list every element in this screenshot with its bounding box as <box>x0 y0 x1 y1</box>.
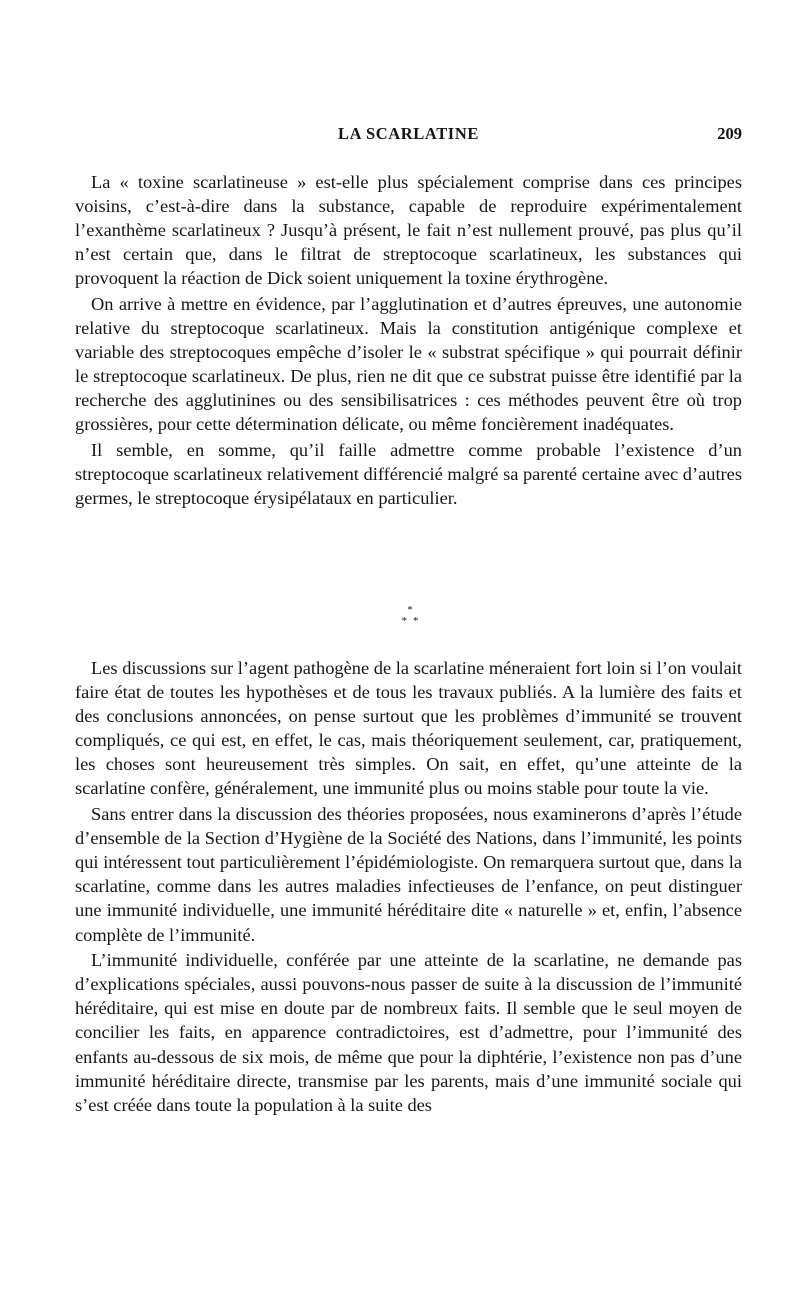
asterism-top-star: * <box>407 604 413 616</box>
page-number: 209 <box>717 124 742 143</box>
paragraph-immunite: L’immunité individuelle, conférée par une atteinte de la scarlatine, ne demande pas d’explications spéciales, aussi pouvons-nous passer de suite à la discussion de l’immunité héréditaire, qui est mise en doute par de nombreux faits. Il semble que le seul moyen de concilier les faits, en apparence contradictoires, est d’admettre, pour l’immunité des enfants au-dessous de six mois, de même que pour la diphtérie, l’existence non pas d’une immunité héréditaire directe, transmise par les parents, mais d’une immunité sociale qui s’est créée dans toute la population à la suite des <box>75 950 742 1115</box>
asterism-left-star: * <box>401 615 407 627</box>
paragraph-discussions: Les discussions sur l’agent pathogène de la scarlatine méneraient fort loin si l’on voulait faire état de toutes les hypothèses et de tous les travaux publiés. A la lumière des faits et des conclusions annoncées, on pense surtout que les problèmes d’immunité se trouvent compliqués, ce qui est, en effet, le cas, mais théoriquement seulement, car, pratiquement, les choses sont heureusement très simples. On sait, en effet, qu’une atteinte de la scarlatine confère, généralement, une immunité plus ou moins stable pour toute la vie. <box>75 658 742 799</box>
paragraph-theories: Sans entrer dans la discussion des théories proposées, nous examinerons d’après l’étude d’ensemble de la Section d’Hygiène de la Société des Nations, dans l’immunité, les points qui intéressent tout particulièrement l’épidémiologiste. On remarquera surtout que, dans la scarlatine, comme dans les autres maladies infectieuses de l’enfance, on peut distinguer une immunité individuelle, une immunité héréditaire dite « naturelle » et, enfin, l’absence complète de l’immunité. <box>75 804 742 945</box>
running-title: LA SCARLATINE <box>338 124 479 143</box>
asterism-bottom-stars <box>390 616 430 627</box>
text-section-2 <box>75 656 742 1118</box>
paragraph-agglutination: On arrive à mettre en évidence, par l’agglutination et d’autres épreuves, une autonomie relative du streptocoque scarlatineux. Mais la constitution antigénique complexe et variable des streptocoques empêche d’isoler le « substrat spécifique » qui pourrait définir le streptocoque scarlatineux. De plus, rien ne dit que ce substrat puisse être identifié par la recherche des agglutinines ou des sensibilisatrices : ces méthodes peuvent être où trop grossières, pour cette détermination délicate, ou même foncièrement inadéquates. <box>75 293 742 435</box>
running-head <box>75 124 742 146</box>
asterism-separator <box>390 605 430 635</box>
paragraph-toxine: La « toxine scarlatineuse » est-elle plus spécialement comprise dans ces principes voisins, c’est-à-dire dans la substance, capable de reproduire expérimentalement l’exanthème scarlatineux ? Jusqu’à présent, le fait n’est nullement prouvé, pas plus qu’il n’est certain que, dans le filtrat de streptocoque scarlatineux, les substances qui provoquent la réaction de Dick soient uniquement la toxine érythrogène. <box>75 172 742 289</box>
paragraph-conclusion: Il semble, en somme, qu’il faille admettre comme probable l’existence d’un streptocoque scarlatineux relativement différencié malgré sa parenté certaine avec d’autres germes, le streptocoque érysipélataux en particulier. <box>75 440 742 509</box>
asterism-right-star: * <box>413 615 419 627</box>
text-section-1 <box>75 170 742 512</box>
